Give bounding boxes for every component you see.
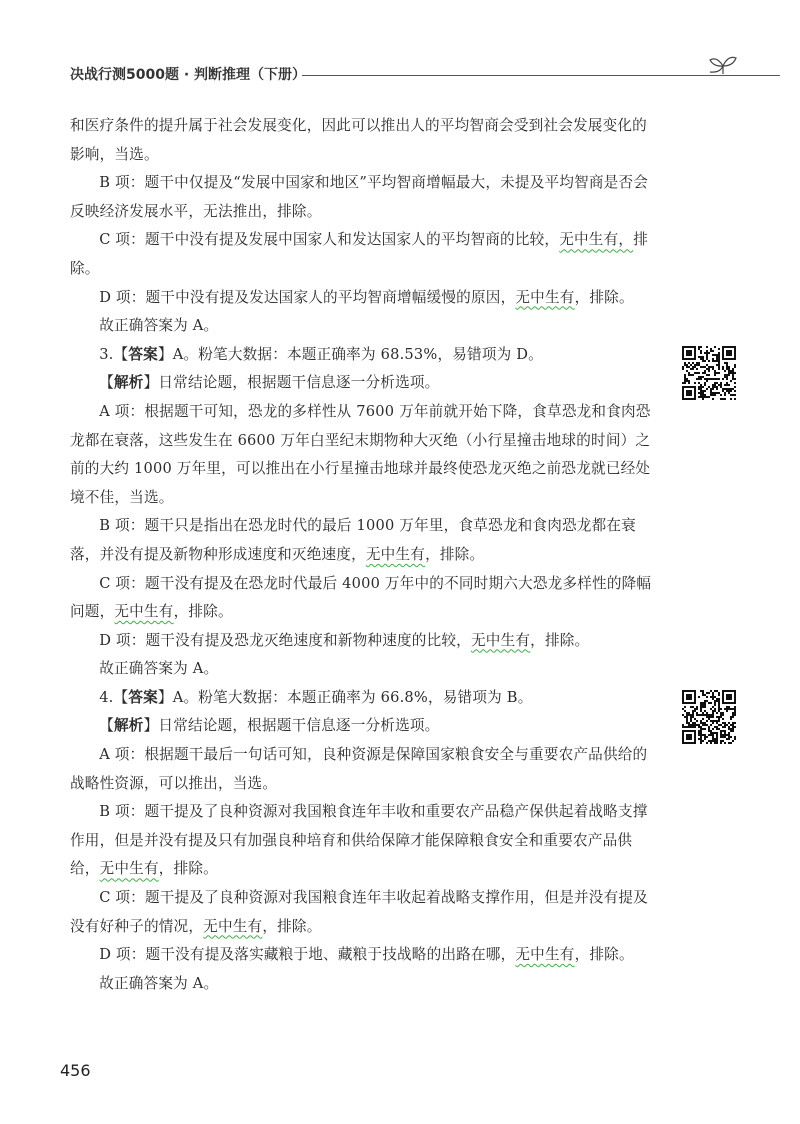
paragraph: B 项：题干中仅提及“发展中国家和地区”平均智商增幅最大，未提及平均智商是否会反映经济发展水平，无法推出，排除。 (70, 174, 649, 220)
paragraph: D 项：题干没有提及落实藏粮于地、藏粮于技战略的出路在哪，无中生有，排除。 (99, 946, 634, 964)
question-4-answer: 4.【答案】A。粉笔大数据：本题正确率为 66.8%，易错项为 B。 (99, 688, 533, 706)
wuzhongshengyou-mark: 无中生有 (470, 631, 531, 649)
answer-label: 答案 (128, 345, 158, 363)
answer-line: 故正确答案为 A。 (99, 317, 219, 335)
page-number: 456 (60, 1061, 91, 1080)
wuzhongshengyou-mark: 无中生有 (365, 545, 426, 563)
paragraph: C 项：题干没有提及在恐龙时代最后 4000 万年中的不同时期六大恐龙多样性的降幅问题，无中生有，排除。 (70, 574, 652, 621)
wuzhongshengyou-mark: 无中生有 (515, 288, 575, 306)
answer-label: 答案 (128, 688, 158, 706)
paragraph: D 项：题干没有提及恐龙灭绝速度和新物种速度的比较，无中生有，排除。 (99, 631, 590, 649)
answer-line: 故正确答案为 A。 (99, 660, 219, 678)
paragraph: A 项：根据题干可知，恐龙的多样性从 7600 万年前就开始下降，食草恐龙和食肉恐龙都在衰落，这些发生在 6600 万年白垩纪末期物种大灭绝（小行星撞击地球的时间）之前的大约 1000 万年里，可以推出在小行星撞击地球并最终使恐龙灭绝之前恐龙就已经处境不佳，当选。 (70, 402, 651, 506)
qr-code-icon[interactable] (682, 690, 736, 744)
question-4-analysis: 【解析】日常结论题，根据题干信息逐一分析选项。 (99, 717, 440, 735)
sprout-icon (706, 52, 740, 78)
wuzhongshengyou-mark: 无中生有 (114, 603, 174, 621)
answer-line: 故正确答案为 A。 (99, 974, 219, 992)
paragraph: 和医疗条件的提升属于社会发展变化，因此可以推出人的平均智商会受到社会发展变化的影响，当选。 (70, 117, 647, 163)
paragraph: A 项：根据题干最后一句话可知，良种资源是保障国家粮食安全与重要农产品供给的战略性资源，可以推出，当选。 (70, 746, 648, 792)
analysis-label: 解析 (113, 717, 144, 735)
book-title: 决战行测5000题 · 判断推理（下册） (70, 67, 307, 83)
paragraph: C 项：题干提及了良种资源对我国粮食连年丰收起着战略支撑作用，但是并没有提及没有好种子的情况，无中生有，排除。 (70, 889, 648, 935)
qr-code-icon[interactable] (682, 346, 736, 400)
wuzhongshengyou-mark: 无中生有 (203, 917, 263, 935)
paragraph: C 项：题干中没有提及发展中国家人和发达国家人的平均智商的比较，无中生有，排除。 (70, 231, 648, 277)
question-3-answer: 3.【答案】A。粉笔大数据：本题正确率为 68.53%，易错项为 D。 (99, 345, 543, 363)
question-3-analysis: 【解析】日常结论题，根据题干信息逐一分析选项。 (99, 374, 440, 392)
wuzhongshengyou-mark: 无中生有 (99, 860, 159, 878)
analysis-label: 解析 (113, 374, 144, 392)
page-body (70, 112, 660, 998)
running-header (70, 62, 750, 90)
paragraph: D 项：题干中没有提及发达国家人的平均智商增幅缓慢的原因，无中生有，排除。 (99, 288, 634, 306)
wuzhongshengyou-mark: 无中生有 (515, 946, 575, 964)
wuzhongshengyou-mark: 无中生有， (559, 231, 634, 249)
paragraph: B 项：题干只是指出在恐龙时代的最后 1000 万年里，食草恐龙和食肉恐龙都在衰落，并没有提及新物种形成速度和灭绝速度，无中生有，排除。 (70, 517, 636, 563)
paragraph: B 项：题干提及了良种资源对我国粮食连年丰收和重要农产品稳产保供起着战略支撑作用，但是并没有提及只有加强良种培育和供给保障才能保障粮食安全和重要农产品供给，无中生有，排除。 (70, 803, 648, 878)
